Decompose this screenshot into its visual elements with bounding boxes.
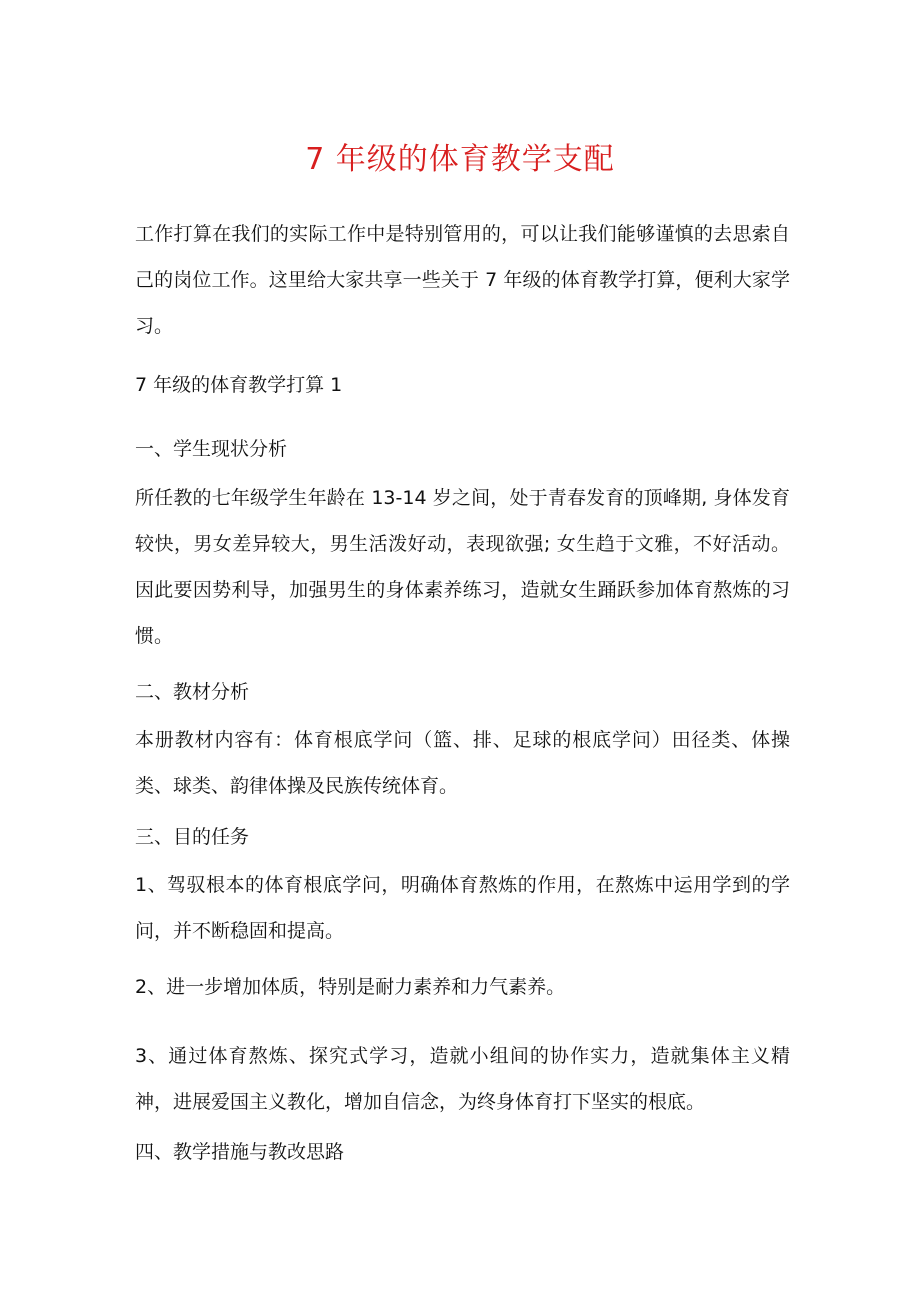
intro-paragraph: 工作打算在我们的实际工作中是特别管用的，可以让我们能够谨慎的去思索自己的岗位工作。这里给大家共享一些关于 7 年级的体育教学打算，便利大家学习。 bbox=[135, 223, 790, 337]
section3-heading: 三、目的任务 bbox=[135, 826, 250, 848]
section1-heading: 一、学生现状分析 bbox=[135, 438, 288, 460]
document-title: 7 年级的体育教学支配 bbox=[305, 142, 615, 177]
plan-subtitle: 7 年级的体育教学打算 1 bbox=[135, 374, 343, 396]
section3-item-3: 3、通过体育熬炼、探究式学习，造就小组间的协作实力，造就集体主义精神，进展爱国主义教化，增加自信念，为终身体育打下坚实的根底。 bbox=[135, 1045, 790, 1113]
section3-item-1: 1、驾驭根本的体育根底学问，明确体育熬炼的作用，在熬炼中运用学到的学问，并不断稳固和提高。 bbox=[135, 874, 790, 942]
section4-heading: 四、教学措施与教改思路 bbox=[135, 1141, 345, 1163]
section3-item-2: 2、进一步增加体质，特别是耐力素养和力气素养。 bbox=[135, 976, 566, 998]
section2-body: 本册教材内容有：体育根底学问（篮、排、足球的根底学问）田径类、体操类、球类、韵律体操及民族传统体育。 bbox=[135, 729, 790, 797]
section2-heading: 二、教材分析 bbox=[135, 681, 250, 703]
section1-body: 所任教的七年级学生年龄在 13-14 岁之间，处于青春发育的顶峰期, 身体发育较快，男女差异较大，男生活泼好动，表现欲强; 女生趋于文雅，不好活动。因此要因势利导，加强男生的身体素养练习，造就女生踊跃参加体育熬炼的习惯。 bbox=[135, 487, 790, 647]
